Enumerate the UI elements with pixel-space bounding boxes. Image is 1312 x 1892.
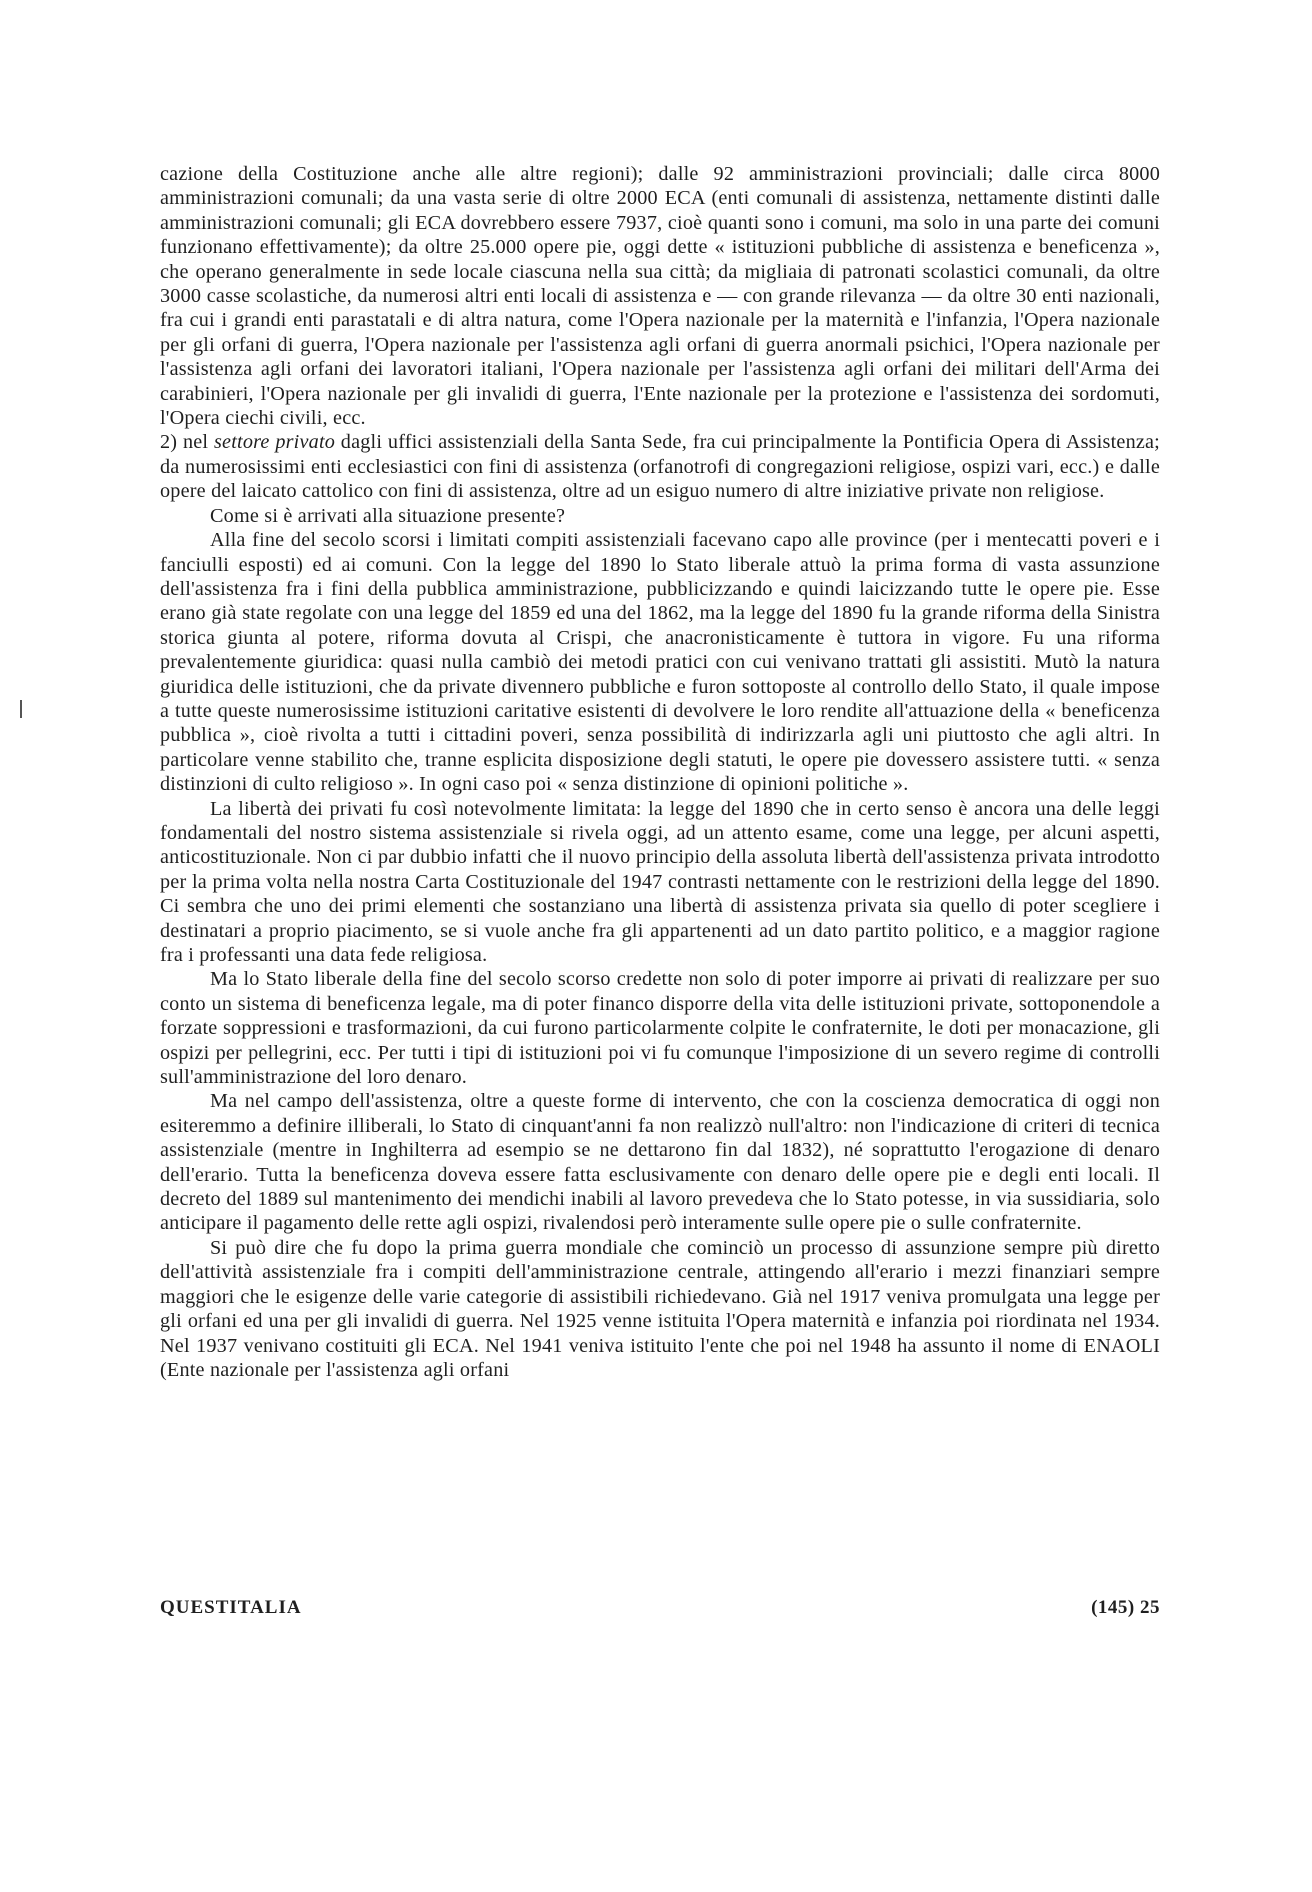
paragraph-5-text: La libertà dei privati fu così notevolmente limitata: la legge del 1890 che in certo senso è ancora una delle leggi fondamentali del nostro sistema assistenziale si rivela oggi, ad un attento esame, come una legge, per alcuni aspetti, anticostituzionale. Non ci par dubbio infatti che il nuovo principio della assoluta libertà dell'assistenza privata introdotto per la prima volta nella nostra Carta Costituzionale del 1947 contrasti nettamente con le restrizioni della legge del 1890. Ci sembra che uno dei primi elementi che sostanziano una libertà di assistenza privata sia quello di poter scegliere i destinatari a proprio piacimento, se si vuole anche fra gli appartenenti ad un dato partito politico, e a maggior ragione fra i professanti una data fede religiosa. xyxy=(160,797,1160,966)
body-text xyxy=(160,162,1160,1382)
paragraph-1 xyxy=(160,162,1160,430)
page-footer xyxy=(160,1597,1160,1627)
paragraph-2-rest: dagli uffici assistenziali della Santa Sede, fra cui principalmente la Pontificia Opera di Assistenza; da numerosissimi enti ecclesiastici con fini di assistenza (orfanotrofi di congregazioni religiose, ospizi vari, ecc.) e dalle opere del laicato cattolico con fini di assistenza, oltre ad un esiguo numero di altre iniziative private non religiose. xyxy=(160,431,1160,503)
page-number: (145) 25 xyxy=(1091,1597,1160,1618)
margin-mark xyxy=(20,700,22,718)
paragraph-6 xyxy=(160,967,1160,1089)
paragraph-5 xyxy=(160,797,1160,968)
paragraph-7-text: Ma nel campo dell'assistenza, oltre a queste forme di intervento, che con la coscienza democratica di oggi non esiteremmo a definire illiberali, lo Stato di cinquant'anni fa non realizzò null'altro: non l'indicazione di criteri di tecnica assistenziale (mentre in Inghilterra ad esempio se ne dettarono fin dal 1832), né soprattutto l'erogazione di denaro dell'erario. Tutta la beneficenza doveva essere fatta esclusivamente con denaro delle opere pie e degli enti locali. Il decreto del 1889 sul mantenimento dei mendichi inabili al lavoro prevedeva che lo Stato potesse, in via sussidiaria, solo anticipare il pagamento delle rette agli ospizi, rivalendosi però interamente sulle opere pie o sulle confraternite. xyxy=(160,1090,1160,1235)
paragraph-8-text: Si può dire che fu dopo la prima guerra mondiale che cominciò un processo di assunzione sempre più diretto dell'attività assistenziale fra i compiti dell'amministrazione centrale, attingendo all'erario i mezzi finanziari sempre maggiori che le esigenze delle varie categorie di assistibili richiedevano. Già nel 1917 veniva promulgata una legge per gli orfani ed una per gli invalidi di guerra. Nel 1925 venne istituita l'Opera maternità e infanzia poi riordinata nel 1934. Nel 1937 venivano costituiti gli ECA. Nel 1941 veniva istituito l'ente che poi nel 1948 ha assunto il nome di ENAOLI (Ente nazionale per l'assistenza agli orfani xyxy=(160,1236,1160,1381)
paragraph-3-text: Come si è arrivati alla situazione presente? xyxy=(210,504,566,527)
paragraph-1-text: cazione della Costituzione anche alle altre regioni); dalle 92 amministrazioni provinciali; dalle circa 8000 amministrazioni comunali; da una vasta serie di oltre 2000 ECA (enti comunali di assistenza, nettamente distinti dalle amministrazioni comunali; gli ECA dovrebbero essere 7937, cioè quanti sono i comuni, ma solo in una parte dei comuni funzionano effettivamente); da oltre 25.000 opere pie, oggi dette « istituzioni pubbliche di assistenza e beneficenza », che operano generalmente in sede locale ciascuna nella sua città; da migliaia di patronati scolastici comunali, da oltre 3000 casse scolastiche, da numerosi altri enti locali di assistenza e — con grande rilevanza — da oltre 30 enti nazionali, fra cui i grandi enti parastatali e di altra natura, come l'Opera nazionale per la maternità e l'infanzia, l'Opera nazionale per gli orfani di guerra, l'Opera nazionale per l'assistenza agli orfani di guerra anormali psichici, l'Opera nazionale per l'assistenza agli orfani dei lavoratori italiani, l'Opera nazionale per l'assistenza agli orfani dei militari dell'Arma dei carabinieri, l'Opera nazionale per gli invalidi di guerra, l'Ente nazionale per la protezione e l'assistenza dei sordomuti, l'Opera ciechi civili, ecc. xyxy=(160,163,1160,430)
paragraph-2 xyxy=(160,430,1160,503)
journal-name: QUESTITALIA xyxy=(160,1597,302,1618)
paragraph-3 xyxy=(160,504,1160,528)
paragraph-4 xyxy=(160,528,1160,796)
paragraph-8 xyxy=(160,1236,1160,1382)
paragraph-7 xyxy=(160,1089,1160,1235)
paragraph-2-lead: 2) nel xyxy=(160,431,214,454)
paragraph-4-text: Alla fine del secolo scorsi i limitati compiti assistenziali facevano capo alle province (per i mentecatti poveri e i fanciulli esposti) ed ai comuni. Con la legge del 1890 lo Stato liberale attuò la prima forma di vasta assunzione dell'assistenza fra i fini della pubblica amministrazione, pubblicizzando e quindi laicizzando tutte le opere pie. Esse erano già state regolate con una legge del 1859 ed una del 1862, ma la legge del 1890 fu la grande riforma della Sinistra storica giunta al potere, riforma dovuta al Crispi, che anacronisticamente è tuttora in vigore. Fu una riforma prevalentemente giuridica: quasi nulla cambiò dei metodi pratici con cui venivano trattati gli assistiti. Mutò la natura giuridica delle istituzioni, che da private divennero pubbliche e furon sottoposte al controllo dello Stato, il quale impose a tutte queste numerosissime istituzioni caritative esistenti di devolvere le loro rendite all'attuazione della « beneficenza pubblica », cioè rivolta a tutti i cittadini poveri, senza possibilità di indirizzarla agli uni piuttosto che agli altri. In particolare venne stabilito che, tranne esplicita disposizione degli statuti, le opere pie dovessero assistere tutti. « senza distinzioni di culto religioso ». In ogni caso poi « senza distinzione di opinioni politiche ». xyxy=(160,529,1160,796)
paragraph-6-text: Ma lo Stato liberale della fine del secolo scorso credette non solo di poter imporre ai privati di realizzare per suo conto un sistema di beneficenza legale, ma di poter financo disporre della vita delle istituzioni private, sottoponendole a forzate soppressioni e trasformazioni, da cui furono particolarmente colpite le confraternite, le doti per monacazione, gli ospizi per pellegrini, ecc. Per tutti i tipi di istituzioni poi vi fu comunque l'imposizione di un severo regime di controlli sull'amministrazione del loro denaro. xyxy=(160,968,1160,1089)
paragraph-2-emphasis: settore privato xyxy=(213,431,336,454)
